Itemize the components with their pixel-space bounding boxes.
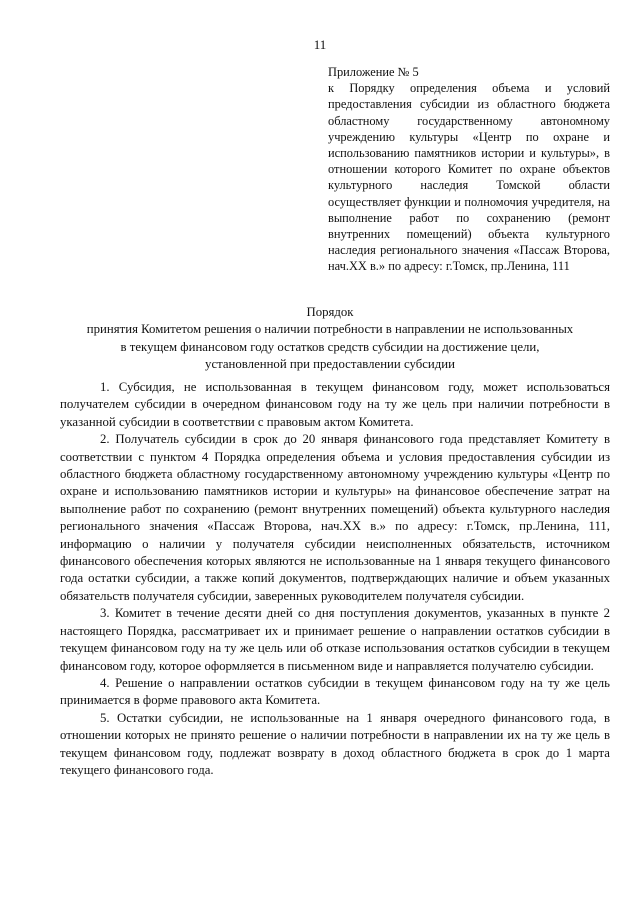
paragraph-4: 4. Решение о направлении остатков субсидии в текущем финансовом году на ту же цель принимается в форме правового акта Комитета.	[60, 675, 610, 708]
paragraph-2: 2. Получатель субсидии в срок до 20 января финансового года представляет Комитету в соответствии с пунктом 4 Порядка определения объема и условия предоставления субсидии из областного бюджета областному государственному автономному учреждению культуры «Центр по охране и использованию памятников истории и культуры» на финансовое обеспечение затрат на выполнение работ по сохранению (ремонт внутренних помещений) объекта культурного наследия регионального значения «Пассаж Второва, нач.XX в.» по адресу: г.Томск, пр.Ленина, 111, информацию о наличии у получателя субсидии неисполненных обязательств, источником финансового обеспечения которых являются не использованные на 1 января текущего финансового года остатки субсидии, а также копий документов, подтверждающих наличие и объем указанных обязательств получателя субсидии, заверенных руководителем получателя субсидии.	[60, 432, 610, 603]
paragraph-3: 3. Комитет в течение десяти дней со дня поступления документов, указанных в пункте 2 настоящего Порядка, рассматривает их и принимает решение о направлении остатков субсидии в текущем финансовом году на ту же цель или об отказе использования остатков субсидии в текущем финансовом году, которое оформляется в письменном виде и направляется получателю субсидии.	[60, 606, 610, 673]
appendix-text: к Порядку определения объема и условий предоставления субсидии из областного бюджета областному государственному автономному учреждению культуры «Центр по охране и использованию памятников истории и культуры», в отношении которого Комитет по охране объектов культурного наследия Томской области осуществляет функции и полномочия учредителя, на выполнение работ по сохранению (ремонт внутренних помещений) объекта культурного наследия регионального значения «Пассаж Второва, нач.XX в.» по адресу: г.Томск, пр.Ленина, 111	[328, 81, 610, 274]
document-body	[60, 379, 610, 779]
appendix-block	[328, 64, 610, 275]
document-title-line-3: в текущем финансовом году остатков средств субсидии на достижение цели,	[120, 339, 540, 354]
document-title-line-2: принятия Комитетом решения о наличии потребности в направлении не использованных	[86, 322, 574, 337]
document-title-line-1: Порядок	[306, 305, 354, 319]
document-title-line-4: установленной при предоставлении субсидии	[205, 357, 455, 372]
paragraph-5: 5. Остатки субсидии, не использованные на 1 января очередного финансового года, в отношении которых не принято решение о наличии потребности в направлении их на ту же цель в текущем финансовом году, подлежат возврату в доход областного бюджета в срок до 1 марта текущего финансового года.	[60, 710, 610, 777]
appendix-title: Приложение № 5	[328, 65, 419, 79]
page-number: 11	[313, 37, 327, 52]
paragraph-1: 1. Субсидия, не использованная в текущем финансовом году, может использоваться получателем субсидии в очередном финансовом году на ту же цель при наличии потребности в указанной субсидии в соответствии с правовым актом Комитета.	[60, 380, 610, 429]
document-title	[60, 304, 600, 374]
